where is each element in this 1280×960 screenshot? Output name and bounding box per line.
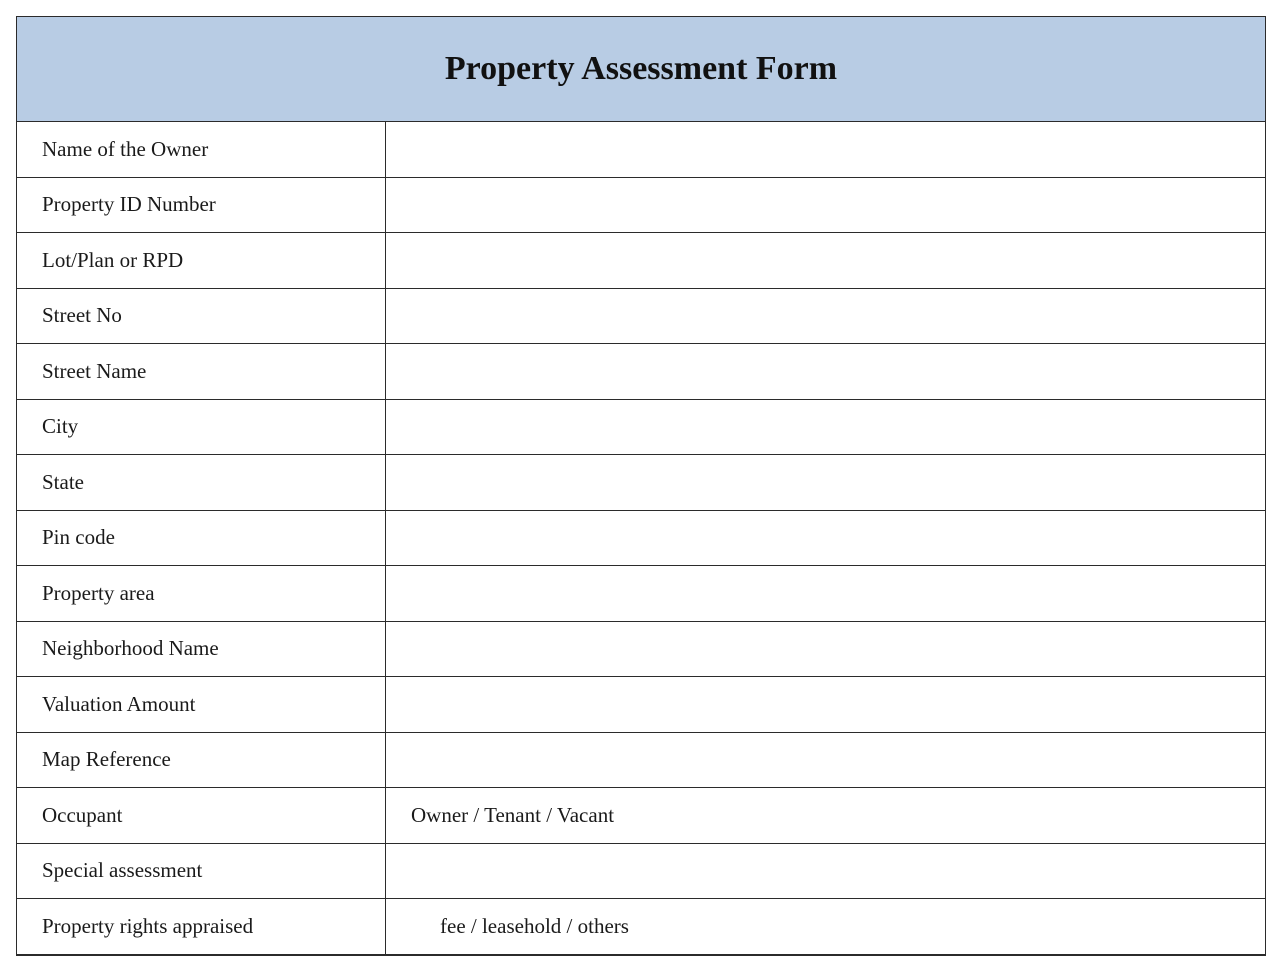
street-name-label: Street Name [17,344,386,400]
city-label: City [17,399,386,455]
property-id-label: Property ID Number [17,177,386,233]
street-no-field[interactable] [386,288,1266,344]
city-field[interactable] [386,399,1266,455]
valuation-label: Valuation Amount [17,677,386,733]
form-row-valuation [17,677,1266,733]
form-title: Property Assessment Form [17,17,1266,122]
lot-plan-label: Lot/Plan or RPD [17,233,386,289]
valuation-field[interactable] [386,677,1266,733]
occupant-options[interactable]: Owner / Tenant / Vacant [386,788,1266,844]
form-row-owner-name [17,122,1266,178]
form-row-street-name [17,344,1266,400]
property-area-field[interactable] [386,566,1266,622]
neighborhood-label: Neighborhood Name [17,621,386,677]
form-row-map-reference [17,732,1266,788]
neighborhood-field[interactable] [386,621,1266,677]
form-row-lot-plan [17,233,1266,289]
occupant-label: Occupant [17,788,386,844]
state-field[interactable] [386,455,1266,511]
form-row-state [17,455,1266,511]
form-row-neighborhood [17,621,1266,677]
property-assessment-form [16,16,1266,956]
street-name-field[interactable] [386,344,1266,400]
form-row-special-assessment [17,843,1266,899]
property-id-field[interactable] [386,177,1266,233]
map-reference-field[interactable] [386,732,1266,788]
form-row-property-rights [17,899,1266,955]
owner-name-field[interactable] [386,122,1266,178]
special-assessment-label: Special assessment [17,843,386,899]
property-area-label: Property area [17,566,386,622]
form-row-property-area [17,566,1266,622]
form-row-property-id [17,177,1266,233]
pin-code-field[interactable] [386,510,1266,566]
owner-name-label: Name of the Owner [17,122,386,178]
special-assessment-field[interactable] [386,843,1266,899]
map-reference-label: Map Reference [17,732,386,788]
property-rights-label: Property rights appraised [17,899,386,955]
pin-code-label: Pin code [17,510,386,566]
form-row-occupant [17,788,1266,844]
form-row-street-no [17,288,1266,344]
state-label: State [17,455,386,511]
lot-plan-field[interactable] [386,233,1266,289]
form-row-pin-code [17,510,1266,566]
form-row-city [17,399,1266,455]
form-header-row [17,17,1266,122]
property-rights-options[interactable]: fee / leasehold / others [386,899,1266,955]
street-no-label: Street No [17,288,386,344]
